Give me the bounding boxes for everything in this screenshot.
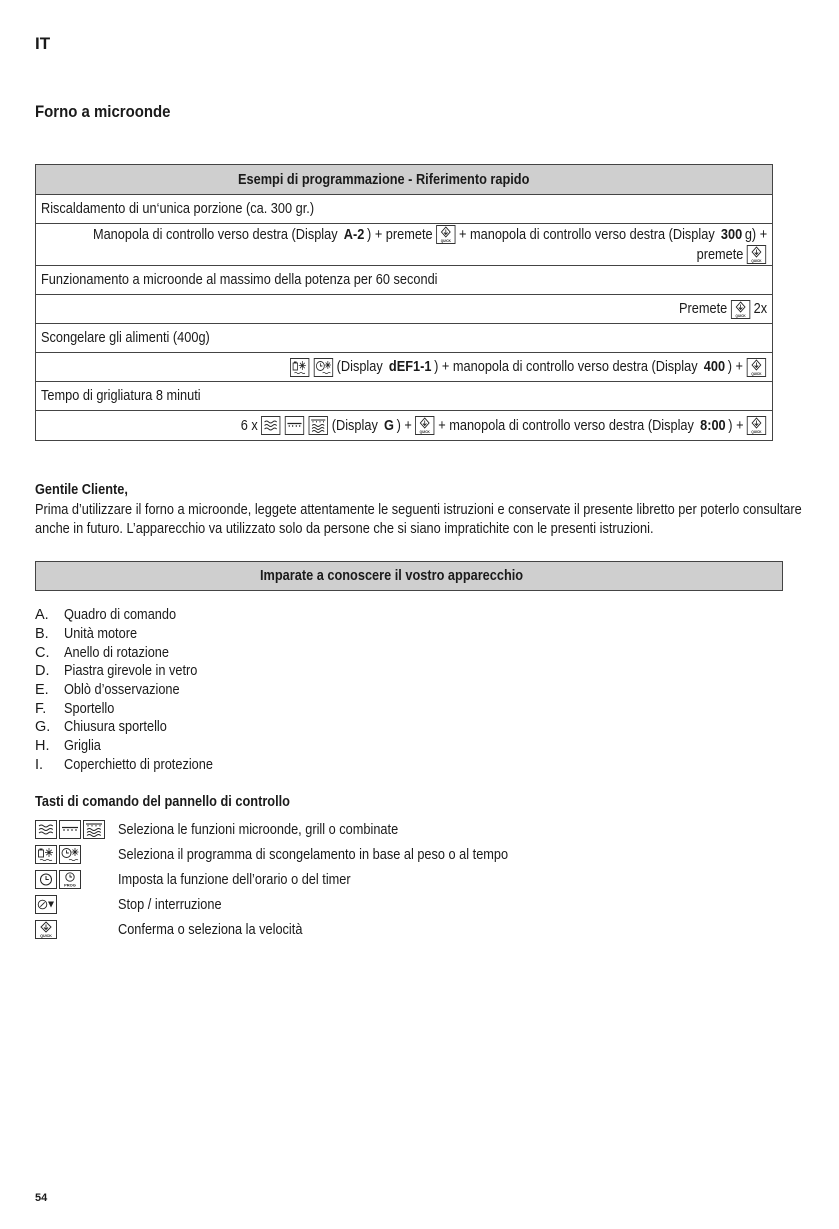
intro-paragraph <box>35 501 825 539</box>
instruction-text: ) + <box>396 417 412 434</box>
part-label: Chiusura sportello <box>64 719 167 736</box>
instruction-text: (Display <box>331 417 382 434</box>
grill-key-icon <box>285 416 304 435</box>
controls-section-title-text: Tasti di comando del pannello di controllo <box>35 794 290 810</box>
appliance-overview-header <box>35 561 783 591</box>
task-row-grill <box>36 382 772 411</box>
quick-reference-header-text: Esempi di programmazione - Riferimento rapido <box>238 171 530 188</box>
task-row-defrost <box>36 324 772 353</box>
defrost-weight-key-icon <box>290 358 309 377</box>
part-label: Piastra girevole in vetro <box>64 663 198 680</box>
instruction-text: ) + manopola di controllo verso destra (Display <box>434 359 702 375</box>
instruction-text: + manopola di controllo verso destra (Display <box>458 226 719 243</box>
list-item <box>35 917 561 942</box>
prog-key-icon <box>59 870 81 889</box>
instruction-text: + manopola di controllo verso destra (Display <box>437 417 698 434</box>
controls-section-title <box>35 794 325 810</box>
part-letter: F. <box>35 700 47 717</box>
instruction-row-max-power <box>36 295 772 324</box>
part-label: Anello di rotazione <box>64 644 169 661</box>
page-number: 54 <box>35 1192 48 1204</box>
grill-key-icon <box>59 820 81 839</box>
part-letter: C. <box>35 644 50 661</box>
control-label: Stop / interruzione <box>118 896 222 913</box>
list-item <box>35 892 561 917</box>
part-label: Coperchietto di protezione <box>64 756 213 773</box>
list-item <box>35 643 233 662</box>
list-item <box>35 625 233 644</box>
instruction-text: premete <box>696 246 744 263</box>
list-item <box>35 681 233 700</box>
instruction-grill <box>240 416 767 435</box>
intro-text: Prima d’utilizzare il forno a microonde, leggete attentamente le seguenti istruzioni e conservate il presente libretto per poterlo consultare anche in futuro. L’apparecchio va utilizzato solo da persone che si siano impratichite con le presenti istruzioni. <box>35 502 802 537</box>
display-value: dEF1-1 <box>389 359 432 375</box>
stop-key-icon <box>35 895 57 914</box>
control-label: Imposta la funzione dell’orario o del timer <box>118 871 351 888</box>
language-code: IT <box>35 34 51 53</box>
defrost-weight-key-icon <box>35 845 57 864</box>
greeting <box>35 482 141 498</box>
combi-key-icon <box>309 416 328 435</box>
part-label: Sportello <box>64 700 115 717</box>
task-row-max-power <box>36 266 772 295</box>
part-letter: A. <box>35 607 49 624</box>
quick-start-key-icon <box>35 920 57 939</box>
display-value: 8:00 <box>699 417 726 434</box>
instruction-row-defrost <box>36 353 772 382</box>
list-item <box>35 842 561 867</box>
part-label: Quadro di comando <box>64 607 177 624</box>
list-item <box>35 718 233 737</box>
quick-start-key-icon <box>731 300 750 319</box>
instruction-row-reheat <box>36 224 772 266</box>
control-label: Seleziona le funzioni microonde, grill o combinate <box>118 821 399 838</box>
instruction-text: ) + <box>727 359 744 375</box>
part-label: Griglia <box>64 738 101 755</box>
part-letter: B. <box>35 626 49 643</box>
quick-reference-header <box>36 165 772 195</box>
controls-list <box>35 817 561 942</box>
list-item <box>35 737 233 756</box>
part-label: Unità motore <box>64 626 138 643</box>
display-value: 300 <box>720 226 743 243</box>
task-defrost-label: Scongelare gli alimenti (400g) <box>41 330 210 346</box>
instruction-text: ) + premete <box>366 226 433 243</box>
list-item <box>35 606 233 625</box>
display-value: 400 <box>704 359 726 375</box>
part-letter: E. <box>35 682 49 699</box>
instruction-text: g) + <box>744 226 767 243</box>
part-letter: D. <box>35 663 50 680</box>
part-letter: G. <box>35 719 51 736</box>
clock-key-icon <box>35 870 57 889</box>
instruction-text: Premete <box>678 301 728 317</box>
control-icons <box>35 820 118 839</box>
part-letter: H. <box>35 738 50 755</box>
quick-reference-table <box>35 164 773 441</box>
instruction-max-power <box>679 300 767 319</box>
greeting-text: Gentile Cliente, <box>35 482 128 498</box>
list-item <box>35 756 233 775</box>
control-icons <box>35 920 118 939</box>
instruction-text: 2x <box>753 301 767 317</box>
task-grill-label: Tempo di grigliatura 8 minuti <box>41 388 201 404</box>
defrost-time-key-icon <box>314 358 333 377</box>
quick-start-key-icon <box>436 225 455 244</box>
control-icons <box>35 845 118 864</box>
instruction-text: ) + <box>727 417 744 434</box>
microwave-key-icon <box>35 820 57 839</box>
quick-start-key-icon <box>747 416 766 435</box>
instruction-defrost <box>289 358 767 377</box>
microwave-key-icon <box>261 416 280 435</box>
quick-start-key-icon <box>747 245 766 264</box>
parts-list <box>35 606 233 774</box>
list-item <box>35 817 561 842</box>
instruction-text: 6 x <box>240 417 258 434</box>
task-reheat-label: Riscaldamento di un‘unica porzione (ca. 300 gr.) <box>41 201 315 217</box>
list-item <box>35 867 561 892</box>
instruction-reheat-line1 <box>93 225 767 245</box>
part-label: Oblò d’osservazione <box>64 682 180 699</box>
control-label: Seleziona il programma di scongelamento in base al peso o al tempo <box>118 846 509 863</box>
task-max-power-label: Funzionamento a microonde al massimo della potenza per 60 secondi <box>41 272 438 288</box>
instruction-row-grill <box>36 411 772 440</box>
display-value: A-2 <box>343 226 365 243</box>
task-row-reheat <box>36 195 772 224</box>
instruction-text: (Display <box>336 359 387 375</box>
appliance-overview-header-text: Imparate a conoscere il vostro apparecchio <box>259 568 523 584</box>
combi-key-icon <box>83 820 105 839</box>
control-label: Conferma o seleziona la velocità <box>118 921 303 938</box>
page-title-text: Forno a microonde <box>35 102 171 121</box>
quick-start-key-icon <box>415 416 434 435</box>
quick-start-key-icon <box>747 358 766 377</box>
page-title <box>35 102 189 122</box>
display-value: G <box>383 417 394 434</box>
control-icons <box>35 895 118 914</box>
part-letter: I. <box>35 756 44 773</box>
list-item <box>35 699 233 718</box>
list-item <box>35 662 233 681</box>
instruction-reheat-line2 <box>696 245 767 265</box>
control-icons <box>35 870 118 889</box>
defrost-time-key-icon <box>59 845 81 864</box>
instruction-text: Manopola di controllo verso destra (Display <box>92 226 341 243</box>
